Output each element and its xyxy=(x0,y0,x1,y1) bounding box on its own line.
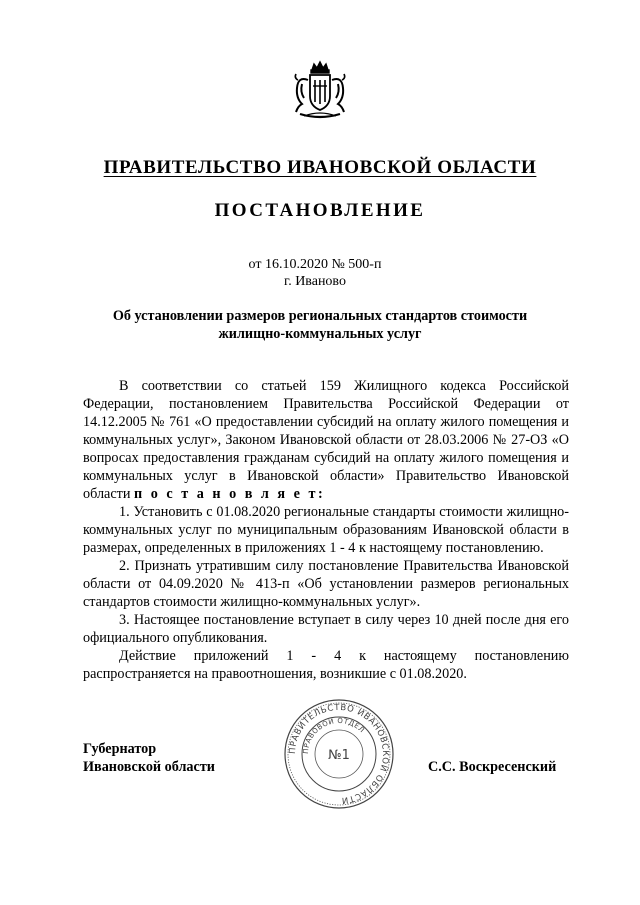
document-title xyxy=(80,307,560,343)
signatory-name: С.С. Воскресенский xyxy=(428,759,557,775)
document-type: ПОСТАНОВЛЕНИЕ xyxy=(214,200,426,221)
date-number: от 16.10.2020 № 500-п xyxy=(248,257,382,272)
item-4: Действие приложений 1 - 4 к настоящему постановлению распространяется на правоотношения, возникшие с 01.08.2020. xyxy=(83,648,569,682)
position-line-1: Губернатор xyxy=(83,741,157,757)
stamp-inner-text: ПРАВОВОЙ ОТДЕЛ xyxy=(301,716,367,755)
signatory-position xyxy=(83,740,215,776)
item-1: 1. Установить с 01.08.2020 региональные стандарты стоимости жилищно-коммунальных услуг по муниципальным образованиям Ивановской области в размерах, определенных в приложениях 1 - 4 к настоящему постановлению. xyxy=(83,504,569,556)
position-line-2: Ивановской области xyxy=(83,759,215,775)
resolves-word: п о с т а н о в л я е т: xyxy=(133,486,326,502)
document-meta xyxy=(220,256,410,290)
city: г. Иваново xyxy=(284,274,346,289)
document-body xyxy=(83,377,569,683)
title-line-2: жилищно-коммунальных услуг xyxy=(218,326,422,342)
preamble-text: В соответствии со статьей 159 Жилищного кодекса Российской Федерации, постановлением Правительства Российской Федерации от 14.12.2005 № 761 «О предоставлении субсидий на оплату жилого помещения и коммунальных услуг», Законом Ивановской области от 28.03.2006 № 27-ОЗ «О вопросах предоставления гражданам субсидий на оплату жилого помещения и коммунальных услуг в Ивановской области» Правительство Ивановской области xyxy=(83,378,569,502)
item-2: 2. Признать утратившим силу постановление Правительства Ивановской области от 04.09.2020 № 413-п «Об установлении размеров региональных стандартов стоимости жилищно-коммунальных услуг». xyxy=(83,558,569,610)
preamble-paragraph xyxy=(83,377,569,503)
coat-of-arms-icon xyxy=(288,58,352,122)
item-3: 3. Настоящее постановление вступает в силу через 10 дней после дня его официального опубликования. xyxy=(83,612,569,646)
official-stamp xyxy=(283,698,395,810)
stamp-number: №1 xyxy=(328,748,350,763)
title-line-1: Об установлении размеров региональных стандартов стоимости xyxy=(112,308,528,324)
organization-name: ПРАВИТЕЛЬСТВО ИВАНОВСКОЙ ОБЛАСТИ xyxy=(103,157,537,178)
stamp-ring-text: ПРАВИТЕЛЬСТВО ИВАНОВСКОЙ ОБЛАСТИ xyxy=(287,702,391,806)
